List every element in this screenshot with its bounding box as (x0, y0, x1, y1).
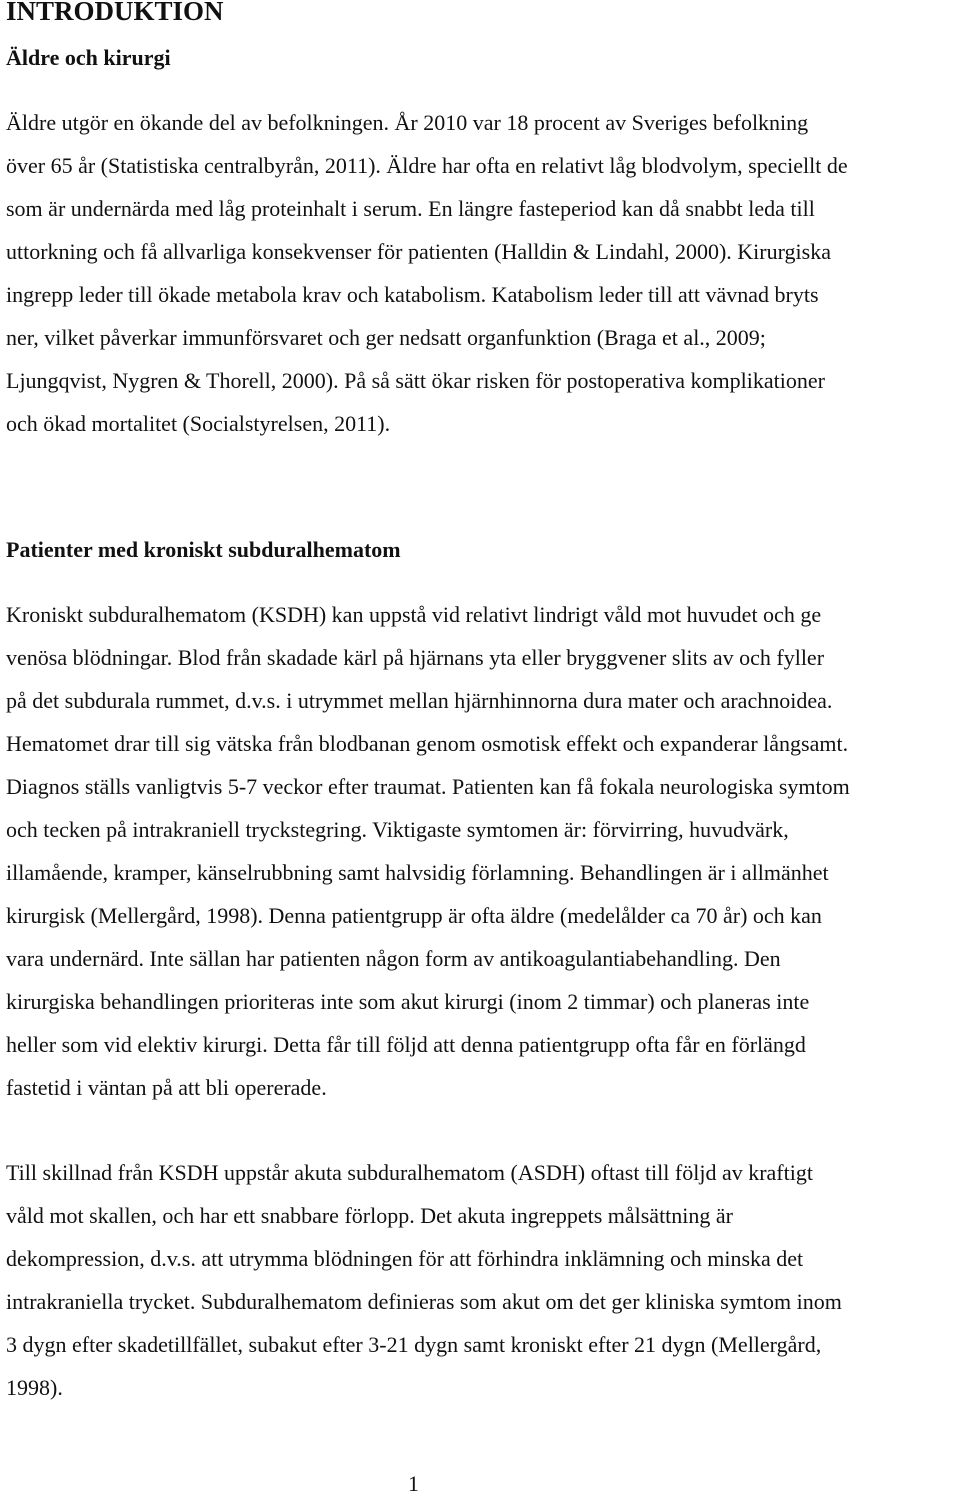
paragraph-line: illamående, kramper, känselrubbning samt halvsidig förlamning. Behandlingen är i allmänhet (6, 860, 829, 885)
paragraph-line: ner, vilket påverkar immunförsvaret och ger nedsatt organfunktion (Braga et al., 2009; (6, 325, 766, 350)
paragraph-line: venösa blödningar. Blod från skadade kärl på hjärnans yta eller bryggvener slits av och fyller (6, 645, 825, 670)
page-heading: INTRODUKTION (6, 0, 224, 26)
paragraph-line: Ljungqvist, Nygren & Thorell, 2000). På så sätt ökar risken för postoperativa komplikationer (6, 368, 825, 393)
paragraph-line: ingrepp leder till ökade metabola krav och katabolism. Katabolism leder till att vävnad bryts (6, 282, 819, 307)
section-title: Patienter med kroniskt subduralhematom (6, 537, 401, 562)
paragraph-line: Hematomet drar till sig vätska från blodbanan genom osmotisk effekt och expanderar långsamt. (6, 731, 849, 756)
paragraph-line: uttorkning och få allvarliga konsekvenser för patienten (Halldin & Lindahl, 2000). Kirurgiska (6, 239, 831, 264)
paragraph-line: dekompression, d.v.s. att utrymma blödningen för att förhindra inklämning och minska det (6, 1246, 804, 1271)
paragraph-line: över 65 år (Statistiska centralbyrån, 2011). Äldre har ofta en relativt låg blodvolym, speciellt de (6, 153, 848, 178)
paragraph-line: och tecken på intrakraniell tryckstegring. Viktigaste symtomen är: förvirring, huvudvärk, (6, 817, 789, 842)
paragraph-line: Diagnos ställs vanligtvis 5-7 veckor efter traumat. Patienten kan få fokala neurologiska symtom (6, 774, 850, 799)
paragraph-line: som är undernärda med låg proteinhalt i serum. En längre fasteperiod kan då snabbt leda till (6, 196, 815, 221)
paragraph-line: vara undernärd. Inte sällan har patienten någon form av antikoagulantiabehandling. Den (6, 946, 781, 971)
paragraph-line: Kroniskt subduralhematom (KSDH) kan uppstå vid relativt lindrigt våld mot huvudet och ge (6, 602, 822, 627)
paragraph-line: 3 dygn efter skadetillfället, subakut efter 3-21 dygn samt kroniskt efter 21 dygn (Mellergård, (6, 1332, 822, 1357)
paragraph-line: och ökad mortalitet (Socialstyrelsen, 2011). (6, 411, 391, 436)
paragraph-line: intrakraniella trycket. Subduralhematom definieras som akut om det ger kliniska symtom inom (6, 1289, 842, 1314)
section-title: Äldre och kirurgi (6, 45, 171, 70)
paragraph-line: på det subdurala rummet, d.v.s. i utrymmet mellan hjärnhinnorna dura mater och arachnoidea. (6, 688, 833, 713)
paragraph-line: Äldre utgör en ökande del av befolkningen. År 2010 var 18 procent av Sveriges befolkning (6, 110, 809, 135)
paragraph-line: 1998). (6, 1375, 63, 1400)
paragraph-line: heller som vid elektiv kirurgi. Detta får till följd att denna patientgrupp ofta får en förlängd (6, 1032, 806, 1057)
paragraph-line: våld mot skallen, och har ett snabbare förlopp. Det akuta ingreppets målsättning är (6, 1203, 733, 1228)
page-number: 1 (408, 1471, 419, 1496)
paragraph-line: kirurgisk (Mellergård, 1998). Denna patientgrupp är ofta äldre (medelålder ca 70 år) och kan (6, 903, 822, 928)
paragraph-line: fastetid i väntan på att bli opererade. (6, 1075, 327, 1100)
paragraph-line: kirurgiska behandlingen prioriteras inte som akut kirurgi (inom 2 timmar) och planeras inte (6, 989, 810, 1014)
paragraph-line: Till skillnad från KSDH uppstår akuta subduralhematom (ASDH) oftast till följd av kraftigt (6, 1160, 813, 1185)
